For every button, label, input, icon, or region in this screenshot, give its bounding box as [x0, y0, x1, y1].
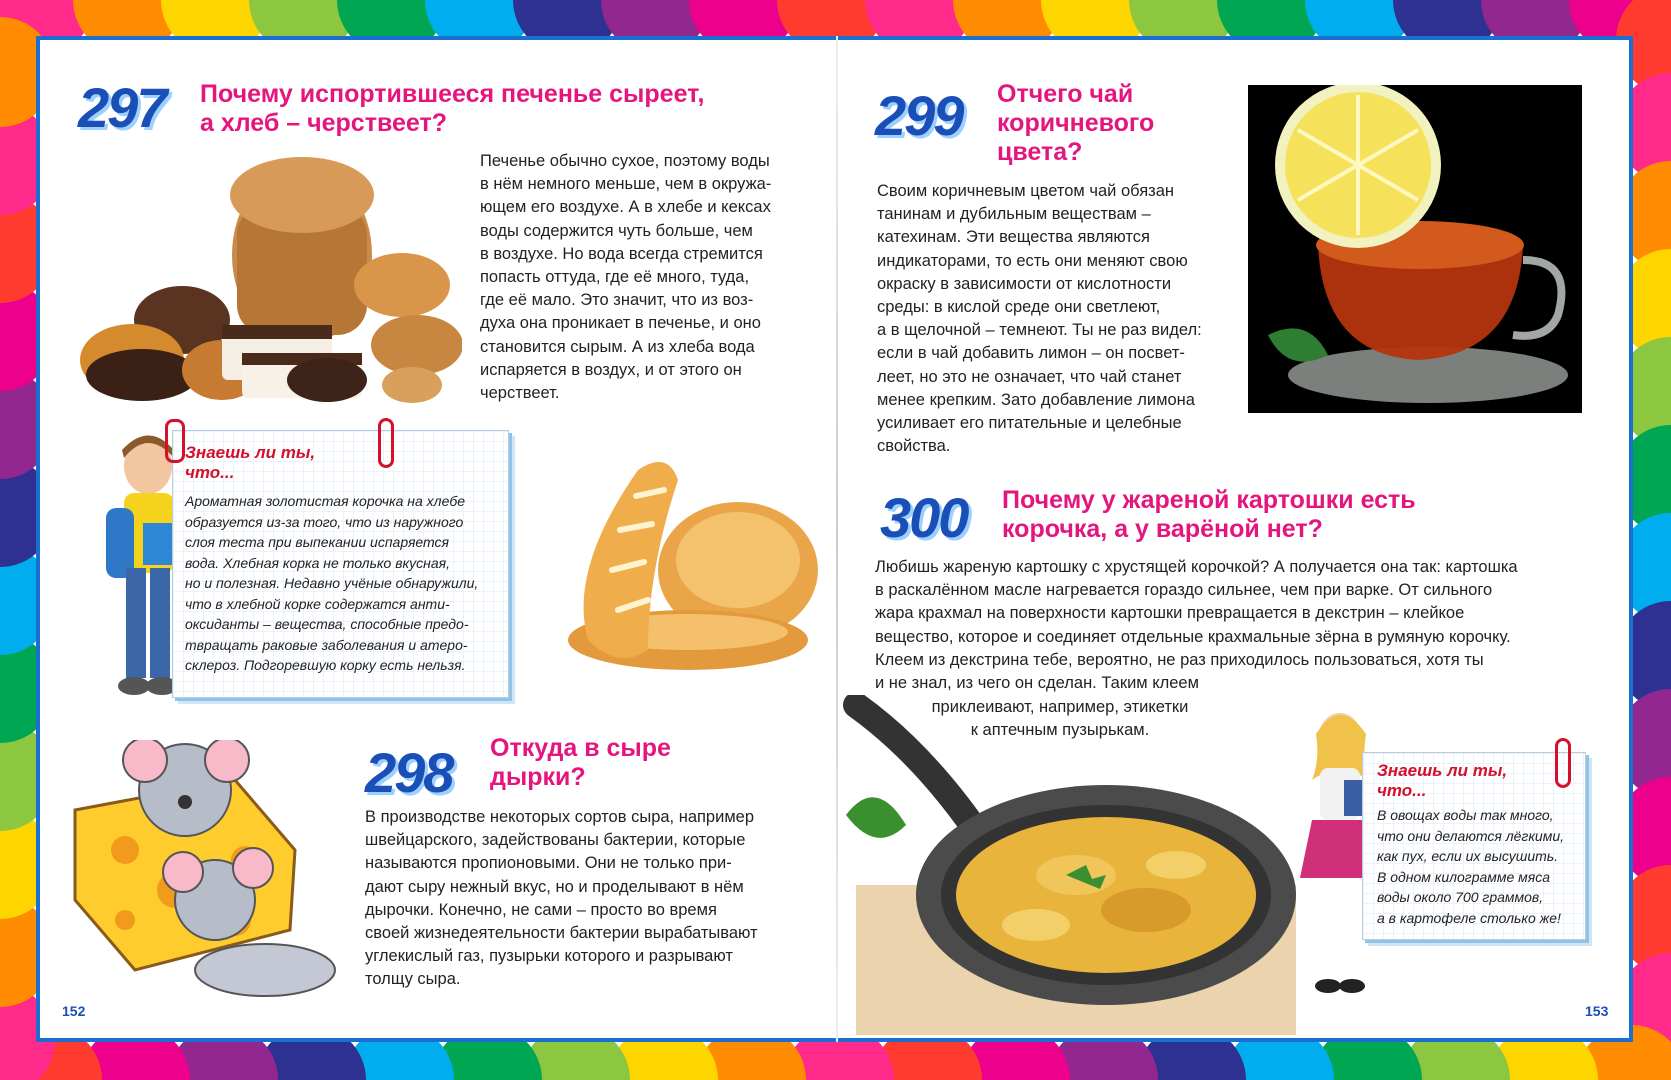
text-line: углекислый газ, пузырьки которого и разрывают: [365, 947, 733, 966]
answer-text-299: [877, 180, 1237, 458]
did-you-know-note-right: [1362, 752, 1586, 940]
text-line: воды содержится чуть больше, чем: [480, 221, 753, 240]
text-line: в воздухе. Но вода всегда стремится: [480, 244, 763, 263]
text-line: если в чай добавить лимон – он посвет-: [877, 344, 1185, 363]
text-line: к аптечным пузырькам.: [970, 721, 1150, 740]
note-text: [185, 491, 505, 676]
text-line: швейцарского, задействованы бактерии, которые: [365, 831, 746, 850]
text-line: катехинам. Эти вещества являются: [877, 228, 1150, 247]
text-line: вода. Хлебная корка не только вкусная,: [185, 554, 450, 571]
text-line: приклеивают, например, этикетки: [931, 698, 1189, 716]
text-line: что они делаются лёгкими,: [1377, 827, 1564, 844]
text-line: в нём немного меньше, чем в окружа-: [480, 175, 772, 194]
text-line: В одном килограмме мяса: [1377, 868, 1551, 885]
question-title-300: [1002, 486, 1416, 544]
text-line: черствеет.: [480, 384, 560, 403]
title-line: а хлеб – черствеет?: [200, 109, 447, 137]
paperclip-icon: [165, 419, 185, 463]
question-number-297: 297: [78, 76, 166, 139]
question-number-298: 298: [365, 741, 453, 804]
question-title-298: [490, 734, 671, 792]
text-line: что в хлебной корке содержатся анти-: [185, 595, 450, 612]
bread-picture: [548, 450, 820, 675]
text-line: леет, но это не означает, что чай станет: [877, 367, 1182, 386]
title-line: Почему испортившееся печенье сыреет,: [200, 80, 705, 108]
text-line: оксиданты – вещества, способные предо-: [185, 616, 469, 632]
title-line: коричневого: [997, 109, 1155, 137]
text-line: своей жизнедеятельности бактерии вырабатывают: [365, 924, 758, 943]
text-line: свойства.: [877, 437, 951, 456]
title-line: дырки?: [490, 763, 586, 791]
note-heading-line: что...: [1377, 781, 1427, 800]
text-line: склероз. Подгоревшую корку есть нельзя.: [185, 657, 466, 673]
tea-cup-photo: [1248, 85, 1582, 413]
text-line: но и полезная. Недавно учёные обнаружили,: [185, 575, 479, 591]
title-line: Отчего чай: [997, 80, 1134, 108]
paperclip-icon: [378, 418, 394, 468]
text-line: Своим коричневым цветом чай обязан: [877, 182, 1174, 200]
text-line: окраску в зависимости от кислотности: [877, 274, 1172, 293]
text-line: Клеем из декстрина тебе, вероятно, не раз приходилось пользоваться, хотя ты: [875, 650, 1484, 669]
note-heading-line: Знаешь ли ты,: [185, 443, 316, 462]
text-line: усиливает его питательные и целебные: [877, 414, 1182, 433]
title-line: Откуда в сыре: [490, 734, 671, 762]
note-heading-line: что...: [185, 463, 235, 482]
title-line: Почему у жареной картошки есть: [1002, 486, 1416, 514]
text-line: слоя теста при выпекании испаряется: [185, 534, 450, 550]
text-line: а в щелочной – темнеют. Ты не раз видел:: [877, 321, 1202, 340]
title-line: корочка, а у варёной нет?: [1002, 515, 1323, 543]
text-line: образуется из-за того, что из наружного: [185, 513, 464, 530]
answer-text-300: [875, 556, 1605, 695]
text-line: дырочки. Конечно, не сами – просто во время: [365, 900, 717, 919]
text-line: воды около 700 граммов,: [1377, 889, 1544, 905]
text-line: Ароматная золотистая корочка на хлебе: [185, 493, 466, 509]
text-line: Любишь жареную картошку с хрустящей корочкой? А получается она так: картошка: [875, 558, 1518, 576]
text-line: испаряется в воздух, и от этого он: [480, 360, 742, 379]
note-heading: [185, 443, 315, 483]
text-line: духа она проникает в печенье, и оно: [480, 314, 761, 333]
paperclip-icon: [1555, 738, 1571, 788]
page-number-left: 152: [62, 1003, 86, 1019]
question-title-299: [997, 80, 1154, 167]
note-heading-line: Знаешь ли ты,: [1377, 761, 1508, 780]
text-line: В производстве некоторых сортов сыра, например: [365, 808, 755, 826]
text-line: менее крепким. Зато добавление лимона: [877, 390, 1195, 409]
mice-cheese-illustration: [65, 740, 355, 1005]
text-line: жара крахмал на поверхности картошки превращается в декстрин – клейкое: [875, 604, 1465, 623]
text-line: среды: в кислой среде они светлеют,: [877, 298, 1161, 317]
text-line: ющем его воздухе. А в хлебе и кексах: [480, 198, 771, 217]
text-line: и не знал, из чего он сделан. Таким клеем: [875, 674, 1199, 693]
answer-text-298: [365, 806, 825, 992]
text-line: дают сыру нежный вкус, но и проделывают в нём: [365, 877, 744, 896]
question-number-300: 300: [880, 486, 968, 549]
note-text: [1377, 805, 1582, 928]
pastry-picture: [72, 145, 462, 410]
question-number-299: 299: [875, 84, 963, 147]
text-line: вещество, которое и соединяет отдельные крахмальные зёрна в румяную корочку.: [875, 627, 1511, 646]
did-you-know-note-left: [172, 430, 509, 698]
text-line: В овощах воды так много,: [1377, 807, 1554, 823]
text-line: твращать раковые заболевания и атеро-: [185, 636, 468, 653]
text-line: называются пропионовыми. Они не только при-: [365, 854, 732, 873]
answer-text-297: [480, 150, 810, 405]
text-line: как пух, если их высушить.: [1377, 848, 1559, 864]
question-title-297: [200, 80, 704, 138]
note-heading: [1377, 761, 1507, 801]
text-line: танинам и дубильным веществам –: [877, 205, 1151, 224]
frying-pan-photo: [836, 695, 1296, 1035]
text-line: попасть оттуда, где её много, туда,: [480, 268, 750, 287]
text-line: становится сырым. А из хлеба вода: [480, 337, 755, 356]
text-line: толщу сыра.: [365, 970, 461, 989]
text-line: индикаторами, то есть они меняют свою: [877, 251, 1188, 270]
text-line: где её мало. Это значит, что из воз-: [480, 291, 754, 310]
text-line: а в картофеле столько же!: [1377, 909, 1561, 926]
text-line: Печенье обычно сухое, поэтому воды: [480, 152, 770, 170]
page-number-right: 153: [1585, 1003, 1609, 1019]
title-line: цвета?: [997, 138, 1083, 166]
text-line: в раскалённом масле нагревается гораздо сильнее, чем при варке. От сильного: [875, 581, 1493, 600]
